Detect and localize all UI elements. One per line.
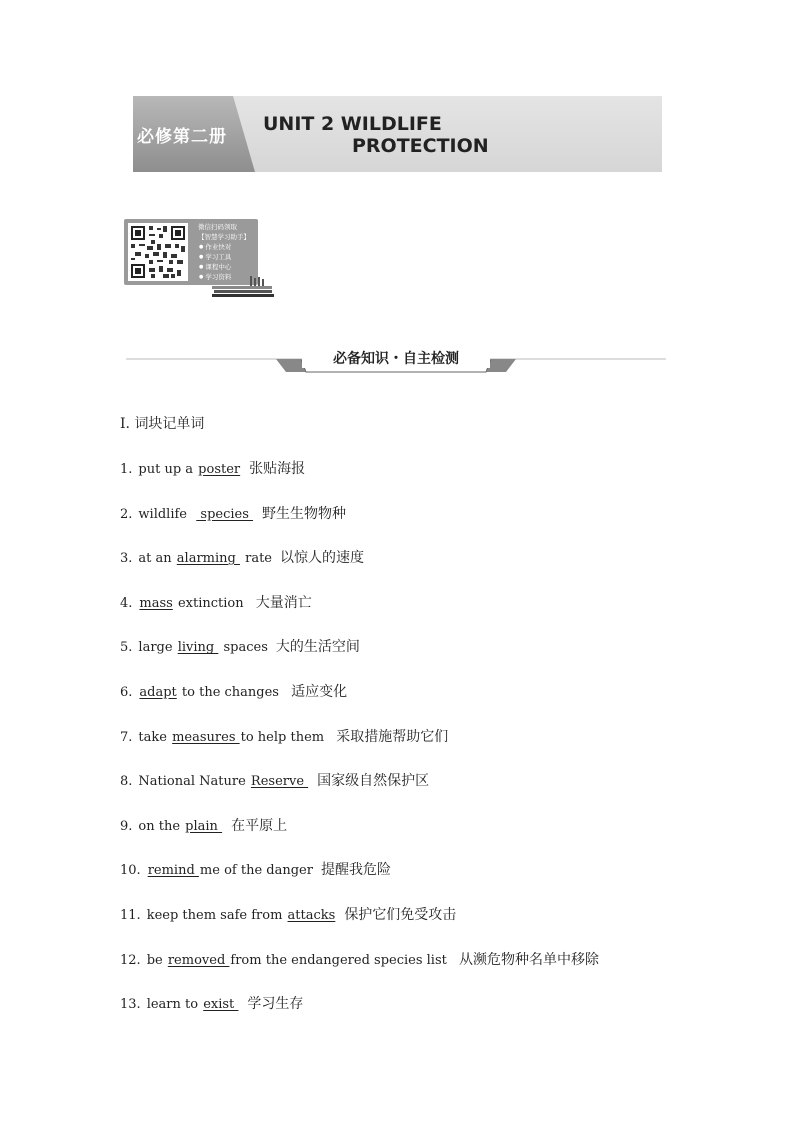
vocab-item xyxy=(120,593,312,613)
vocab-item-translation: 张贴海报 xyxy=(249,461,306,477)
qr-card-line2: 【智慧学习助手】 xyxy=(198,233,250,241)
vocab-item-number: 8. xyxy=(120,774,133,790)
book-stack-icon xyxy=(212,276,274,298)
vocab-item-number: 11. xyxy=(120,908,141,923)
vocab-item xyxy=(120,860,391,880)
vocab-item xyxy=(120,816,287,836)
vocab-heading xyxy=(120,413,204,433)
qr-bullet-2: ● 学习工具 xyxy=(194,252,258,262)
vocab-item-before: National Nature xyxy=(138,774,250,790)
vocab-item-number: 9. xyxy=(120,818,133,834)
vocab-item-answer: living xyxy=(177,640,219,656)
vocab-item-answer: remind xyxy=(147,863,199,879)
vocab-item-translation: 大的生活空间 xyxy=(275,639,360,656)
vocab-item-number: 13. xyxy=(120,997,141,1013)
vocab-item xyxy=(120,682,347,702)
qr-bullet-1: ● 作业快对 xyxy=(194,242,258,252)
vocab-item-answer: mass xyxy=(139,595,173,611)
vocab-item-after: from the endangered species list xyxy=(230,952,451,968)
vocab-item-translation: 适应变化 xyxy=(291,684,348,700)
vocab-item xyxy=(120,504,346,524)
vocab-item-answer: alarming xyxy=(176,551,240,567)
vocab-item-number: 10. xyxy=(120,863,141,879)
vocab-item-translation: 提醒我危险 xyxy=(320,862,391,879)
vocab-item-after: extinction xyxy=(173,595,248,611)
vocab-item-translation: 国家级自然保护区 xyxy=(317,773,430,790)
unit-title xyxy=(263,113,489,157)
vocab-item-before: on the xyxy=(138,818,185,834)
vocab-item-translation: 大量消亡 xyxy=(255,594,312,611)
vocab-item-translation: 采取措施帮助它们 xyxy=(336,728,449,745)
vocab-item xyxy=(120,771,429,791)
vocab-item-answer: adapt xyxy=(139,685,177,700)
vocab-item xyxy=(120,459,305,479)
vocab-item-before: at an xyxy=(138,551,176,567)
vocab-item-translation: 以惊人的速度 xyxy=(279,550,364,567)
vocab-item-before: wildlife xyxy=(138,506,196,522)
vocab-item-answer: species xyxy=(196,506,254,522)
vocab-item-number: 1. xyxy=(120,462,133,477)
vocab-heading-num: Ⅰ. xyxy=(120,416,130,432)
vocab-item-answer: measures xyxy=(172,729,240,745)
vocab-item-number: 4. xyxy=(120,595,133,611)
vocab-item-answer: removed xyxy=(167,952,230,968)
vocab-item-number: 5. xyxy=(120,640,133,656)
qr-bullet-3: ● 课程中心 xyxy=(194,262,258,272)
vocab-item-answer: attacks xyxy=(287,908,336,923)
vocab-item-before: keep them safe from xyxy=(146,908,287,923)
vocab-item-before: put up a xyxy=(138,462,198,477)
book-tab-label: 必修第二册 xyxy=(137,127,227,147)
vocab-item-number: 2. xyxy=(120,506,133,522)
vocab-item xyxy=(120,727,448,747)
vocab-item-after: spaces xyxy=(219,640,268,656)
unit-title-line2: PROTECTION xyxy=(352,135,489,157)
vocab-item-after: to help them xyxy=(240,729,329,745)
qr-bullet-4: ● 学习资料 xyxy=(194,272,258,282)
section-divider xyxy=(126,342,666,376)
vocab-item xyxy=(120,905,456,925)
unit-header-banner xyxy=(133,96,662,172)
vocab-item-number: 6. xyxy=(120,685,133,700)
vocab-item-number: 7. xyxy=(120,729,133,745)
section-title: 必备知识・自主检测 xyxy=(333,351,459,367)
vocab-item-before: learn to xyxy=(146,997,203,1013)
vocab-item xyxy=(120,950,599,970)
vocab-item-before: be xyxy=(146,952,167,968)
vocab-item-after: to the changes xyxy=(177,685,284,700)
vocab-item-translation: 从濒危物种名单中移除 xyxy=(459,951,599,968)
vocab-item xyxy=(120,548,364,568)
vocab-item-translation: 学习生存 xyxy=(247,996,304,1013)
unit-title-line1: UNIT 2 WILDLIFE xyxy=(263,113,442,135)
qr-code[interactable] xyxy=(128,223,188,281)
vocab-item-translation: 在平原上 xyxy=(231,817,288,834)
vocab-item-number: 3. xyxy=(120,551,133,567)
vocab-item-before: take xyxy=(138,729,172,745)
vocab-item-number: 12. xyxy=(120,952,141,968)
vocab-item-after: rate xyxy=(240,551,272,567)
vocab-item-answer: plain xyxy=(185,818,223,834)
vocab-item-before: large xyxy=(138,640,177,656)
vocab-item-answer: poster xyxy=(198,462,241,477)
vocab-item-answer: exist xyxy=(203,997,239,1013)
vocab-item-answer: Reserve xyxy=(250,774,309,790)
vocab-item-after: me of the danger xyxy=(199,863,313,879)
vocab-item xyxy=(120,994,303,1014)
qr-code-icon xyxy=(131,226,185,278)
vocab-heading-text: 词块记单词 xyxy=(134,416,205,432)
qr-card-text xyxy=(194,222,258,282)
qr-card-line1: 微信扫码领取 xyxy=(198,223,237,231)
vocab-item xyxy=(120,637,360,657)
vocab-item-translation: 保护它们免受攻击 xyxy=(344,907,457,923)
vocab-item-translation: 野生生物物种 xyxy=(262,505,347,522)
